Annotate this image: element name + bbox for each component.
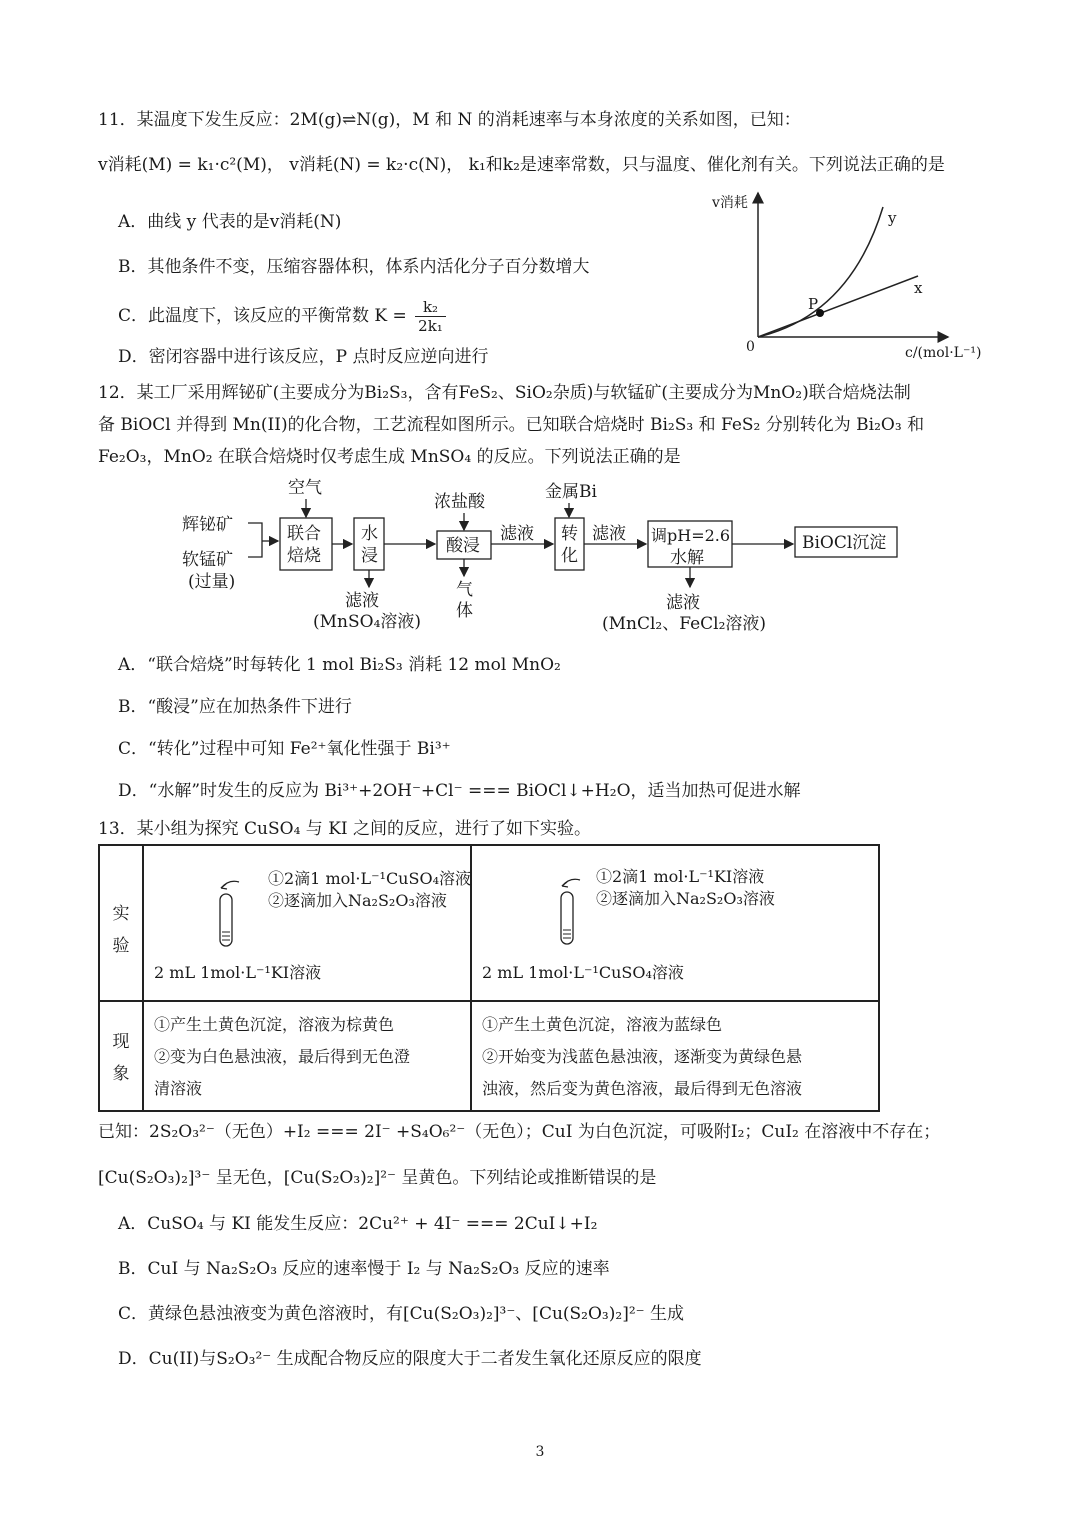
exp1-obs2: ②变为白色悬浊液，最后得到无色澄 bbox=[154, 1047, 411, 1066]
flow-box-leach-l2: 浸 bbox=[361, 546, 378, 566]
table-head-phenomenon bbox=[99, 1001, 143, 1111]
flow-excess: (过量) bbox=[188, 572, 236, 592]
q12-option-a: A．“联合焙烧”时每转化 1 mol Bi₂S₃ 消耗 12 mol MnO₂ bbox=[118, 655, 561, 675]
q11-fraction-den: 2k₁ bbox=[415, 316, 446, 335]
flow-filtrate-arrow-1: 滤液 bbox=[500, 524, 534, 544]
q11-stem-tail: k₁和k₂是速率常数，只与温度、催化剂有关。下列说法正确的是 bbox=[468, 155, 945, 175]
q13-stem: 13．某小组为探究 CuSO₄ 与 KI 之间的反应，进行了如下实验。 bbox=[98, 819, 592, 839]
q11-rate-m: v消耗(M) = k₁·c²(M)， bbox=[98, 155, 284, 175]
q13-experiment-table bbox=[98, 844, 880, 1112]
exp2-step1: ①2滴1 mol·L⁻¹KI溶液 bbox=[596, 867, 765, 886]
graph-line-x-label: x bbox=[914, 279, 923, 297]
q11-rate-graph bbox=[700, 185, 1010, 365]
head-char-3: 现 bbox=[112, 1032, 130, 1052]
exp1-obs3: 清溶液 bbox=[154, 1079, 203, 1098]
exp1-step1: ①2滴1 mol·L⁻¹CuSO₄溶液 bbox=[268, 869, 471, 888]
q11-fraction bbox=[415, 298, 446, 335]
head-char-2: 验 bbox=[112, 936, 130, 956]
flow-box-acid-label: 酸浸 bbox=[446, 536, 480, 556]
flow-box-hydrolysis-l2: 水解 bbox=[670, 548, 704, 568]
q11-rate-n: v消耗(N) = k₂·c(N)， bbox=[289, 155, 464, 175]
graph-x-label: c/(mol·L⁻¹) bbox=[905, 345, 982, 361]
q13-known-line2: [Cu(S₂O₃)₂]³⁻ 呈无色，[Cu(S₂O₃)₂]²⁻ 呈黄色。下列结论或推断错误的是 bbox=[98, 1168, 657, 1188]
q11-option-d: D．密闭容器中进行该反应，P 点时反应逆向进行 bbox=[118, 347, 489, 367]
flow-box-roast-l2: 焙烧 bbox=[287, 546, 321, 566]
q12-process-flowchart bbox=[170, 475, 910, 640]
flow-ore1: 辉铋矿 bbox=[182, 515, 233, 535]
q12-option-c: C．“转化”过程中可知 Fe²⁺氧化性强于 Bi³⁺ bbox=[118, 739, 451, 759]
flow-filtrate-1: 滤液 bbox=[345, 591, 379, 611]
table-head-experiment bbox=[99, 845, 143, 1001]
flow-box-convert-l1: 转 bbox=[561, 524, 578, 544]
q13-option-c: C．黄绿色悬浊液变为黄色溶液时，有[Cu(S₂O₃)₂]³⁻、[Cu(S₂O₃)₂]²⁻ 生成 bbox=[118, 1304, 685, 1324]
flow-ore2: 软锰矿 bbox=[182, 550, 233, 570]
flow-gas-2: 体 bbox=[456, 601, 473, 621]
exp2-step2: ②逐滴加入Na₂S₂O₃溶液 bbox=[596, 889, 775, 908]
q11-option-b: B．其他条件不变，压缩容器体积，体系内活化分子百分数增大 bbox=[118, 257, 590, 277]
flow-product: BiOCl沉淀 bbox=[802, 533, 887, 553]
flow-hcl: 浓盐酸 bbox=[434, 492, 485, 512]
q13-known-line1: 已知：2S₂O₃²⁻（无色）+I₂ === 2I⁻ +S₄O₆²⁻（无色）；CuI 为白色沉淀，可吸附I₂；CuI₂ 在溶液中不存在； bbox=[98, 1122, 941, 1142]
flow-gas-1: 气 bbox=[456, 580, 473, 600]
graph-line-x bbox=[758, 276, 918, 337]
flow-box-leach-l1: 水 bbox=[361, 524, 378, 544]
graph-curve-y bbox=[758, 207, 883, 337]
exp1-obs1: ①产生土黄色沉淀，溶液为棕黄色 bbox=[154, 1015, 395, 1034]
observation-1-cell bbox=[143, 1001, 471, 1111]
flow-filtrate-2: 滤液 bbox=[666, 593, 700, 613]
q12-stem-line2: 备 BiOCl 并得到 Mn(II)的化合物，工艺流程如图所示。已知联合焙烧时 Bi₂S₃ 和 FeS₂ 分别转化为 Bi₂O₃ 和 bbox=[98, 415, 925, 435]
graph-curve-y-label: y bbox=[888, 209, 897, 227]
q11-option-a: A．曲线 y 代表的是v消耗(N) bbox=[118, 212, 342, 232]
flow-box-convert-l2: 化 bbox=[561, 546, 578, 566]
q11-option-c bbox=[118, 298, 449, 335]
flow-filtrate-1-sol: (MnSO₄溶液) bbox=[313, 612, 422, 632]
q11-option-c-text: C．此温度下，该反应的平衡常数 K = bbox=[118, 306, 407, 326]
experiment-1-cell bbox=[143, 845, 471, 1001]
q12-option-d: D．“水解”时发生的反应为 Bi³⁺+2OH⁻+Cl⁻ === BiOCl↓+H₂O，适当加热可促进水解 bbox=[118, 781, 801, 801]
exp1-tube-label: 2 mL 1mol·L⁻¹KI溶液 bbox=[154, 963, 322, 982]
flow-bi: 金属Bi bbox=[545, 482, 597, 502]
graph-y-label: v消耗 bbox=[712, 195, 748, 211]
q12-stem-line1: 12．某工厂采用辉铋矿(主要成分为Bi₂S₃，含有FeS₂、SiO₂杂质)与软锰矿(主要成分为MnO₂)联合焙烧法制 bbox=[98, 383, 911, 403]
experiment-2-cell bbox=[471, 845, 879, 1001]
flow-merge-bracket bbox=[248, 523, 262, 557]
observation-2-cell bbox=[471, 1001, 879, 1111]
q13-option-d: D．Cu(II)与S₂O₃²⁻ 生成配合物反应的限度大于二者发生氧化还原反应的限度 bbox=[118, 1349, 702, 1369]
q11-stem-line2 bbox=[98, 153, 945, 177]
exp2-obs2: ②开始变为浅蓝色悬浊液，逐渐变为黄绿色悬 bbox=[482, 1047, 803, 1066]
q13-option-a: A．CuSO₄ 与 KI 能发生反应：2Cu²⁺ + 4I⁻ === 2CuI↓+I₂ bbox=[118, 1214, 598, 1234]
exp1-step2: ②逐滴加入Na₂S₂O₃溶液 bbox=[268, 891, 447, 910]
exp2-obs1: ①产生土黄色沉淀，溶液为蓝绿色 bbox=[482, 1015, 723, 1034]
q12-option-b: B．“酸浸”应在加热条件下进行 bbox=[118, 697, 352, 717]
flow-filtrate-2-sol: (MnCl₂、FeCl₂溶液) bbox=[602, 614, 767, 634]
q11-fraction-num: k₂ bbox=[422, 298, 439, 316]
exp2-obs3: 浊液，然后变为黄色溶液，最后得到无色溶液 bbox=[482, 1079, 803, 1098]
flow-filtrate-arrow-2: 滤液 bbox=[592, 524, 626, 544]
head-char-1: 实 bbox=[112, 904, 130, 924]
flow-air: 空气 bbox=[288, 478, 322, 498]
exp2-tube-label: 2 mL 1mol·L⁻¹CuSO₄溶液 bbox=[482, 963, 684, 982]
head-char-4: 象 bbox=[112, 1064, 130, 1084]
q11-stem-line1: 11．某温度下发生反应：2M(g)⇌N(g)，M 和 N 的消耗速率与本身浓度的关系如图，已知： bbox=[98, 110, 801, 130]
q13-option-b: B．CuI 与 Na₂S₂O₃ 反应的速率慢于 I₂ 与 Na₂S₂O₃ 反应的速率 bbox=[118, 1259, 610, 1279]
graph-origin: 0 bbox=[746, 339, 755, 355]
page-number: 3 bbox=[535, 1444, 545, 1460]
flow-box-hydrolysis-l1: 调pH=2.6 bbox=[651, 526, 731, 545]
graph-point-label: P bbox=[808, 295, 819, 313]
flow-box-roast-l1: 联合 bbox=[287, 524, 321, 544]
q12-stem-line3: Fe₂O₃，MnO₂ 在联合焙烧时仅考虑生成 MnSO₄ 的反应。下列说法正确的是 bbox=[98, 447, 681, 467]
